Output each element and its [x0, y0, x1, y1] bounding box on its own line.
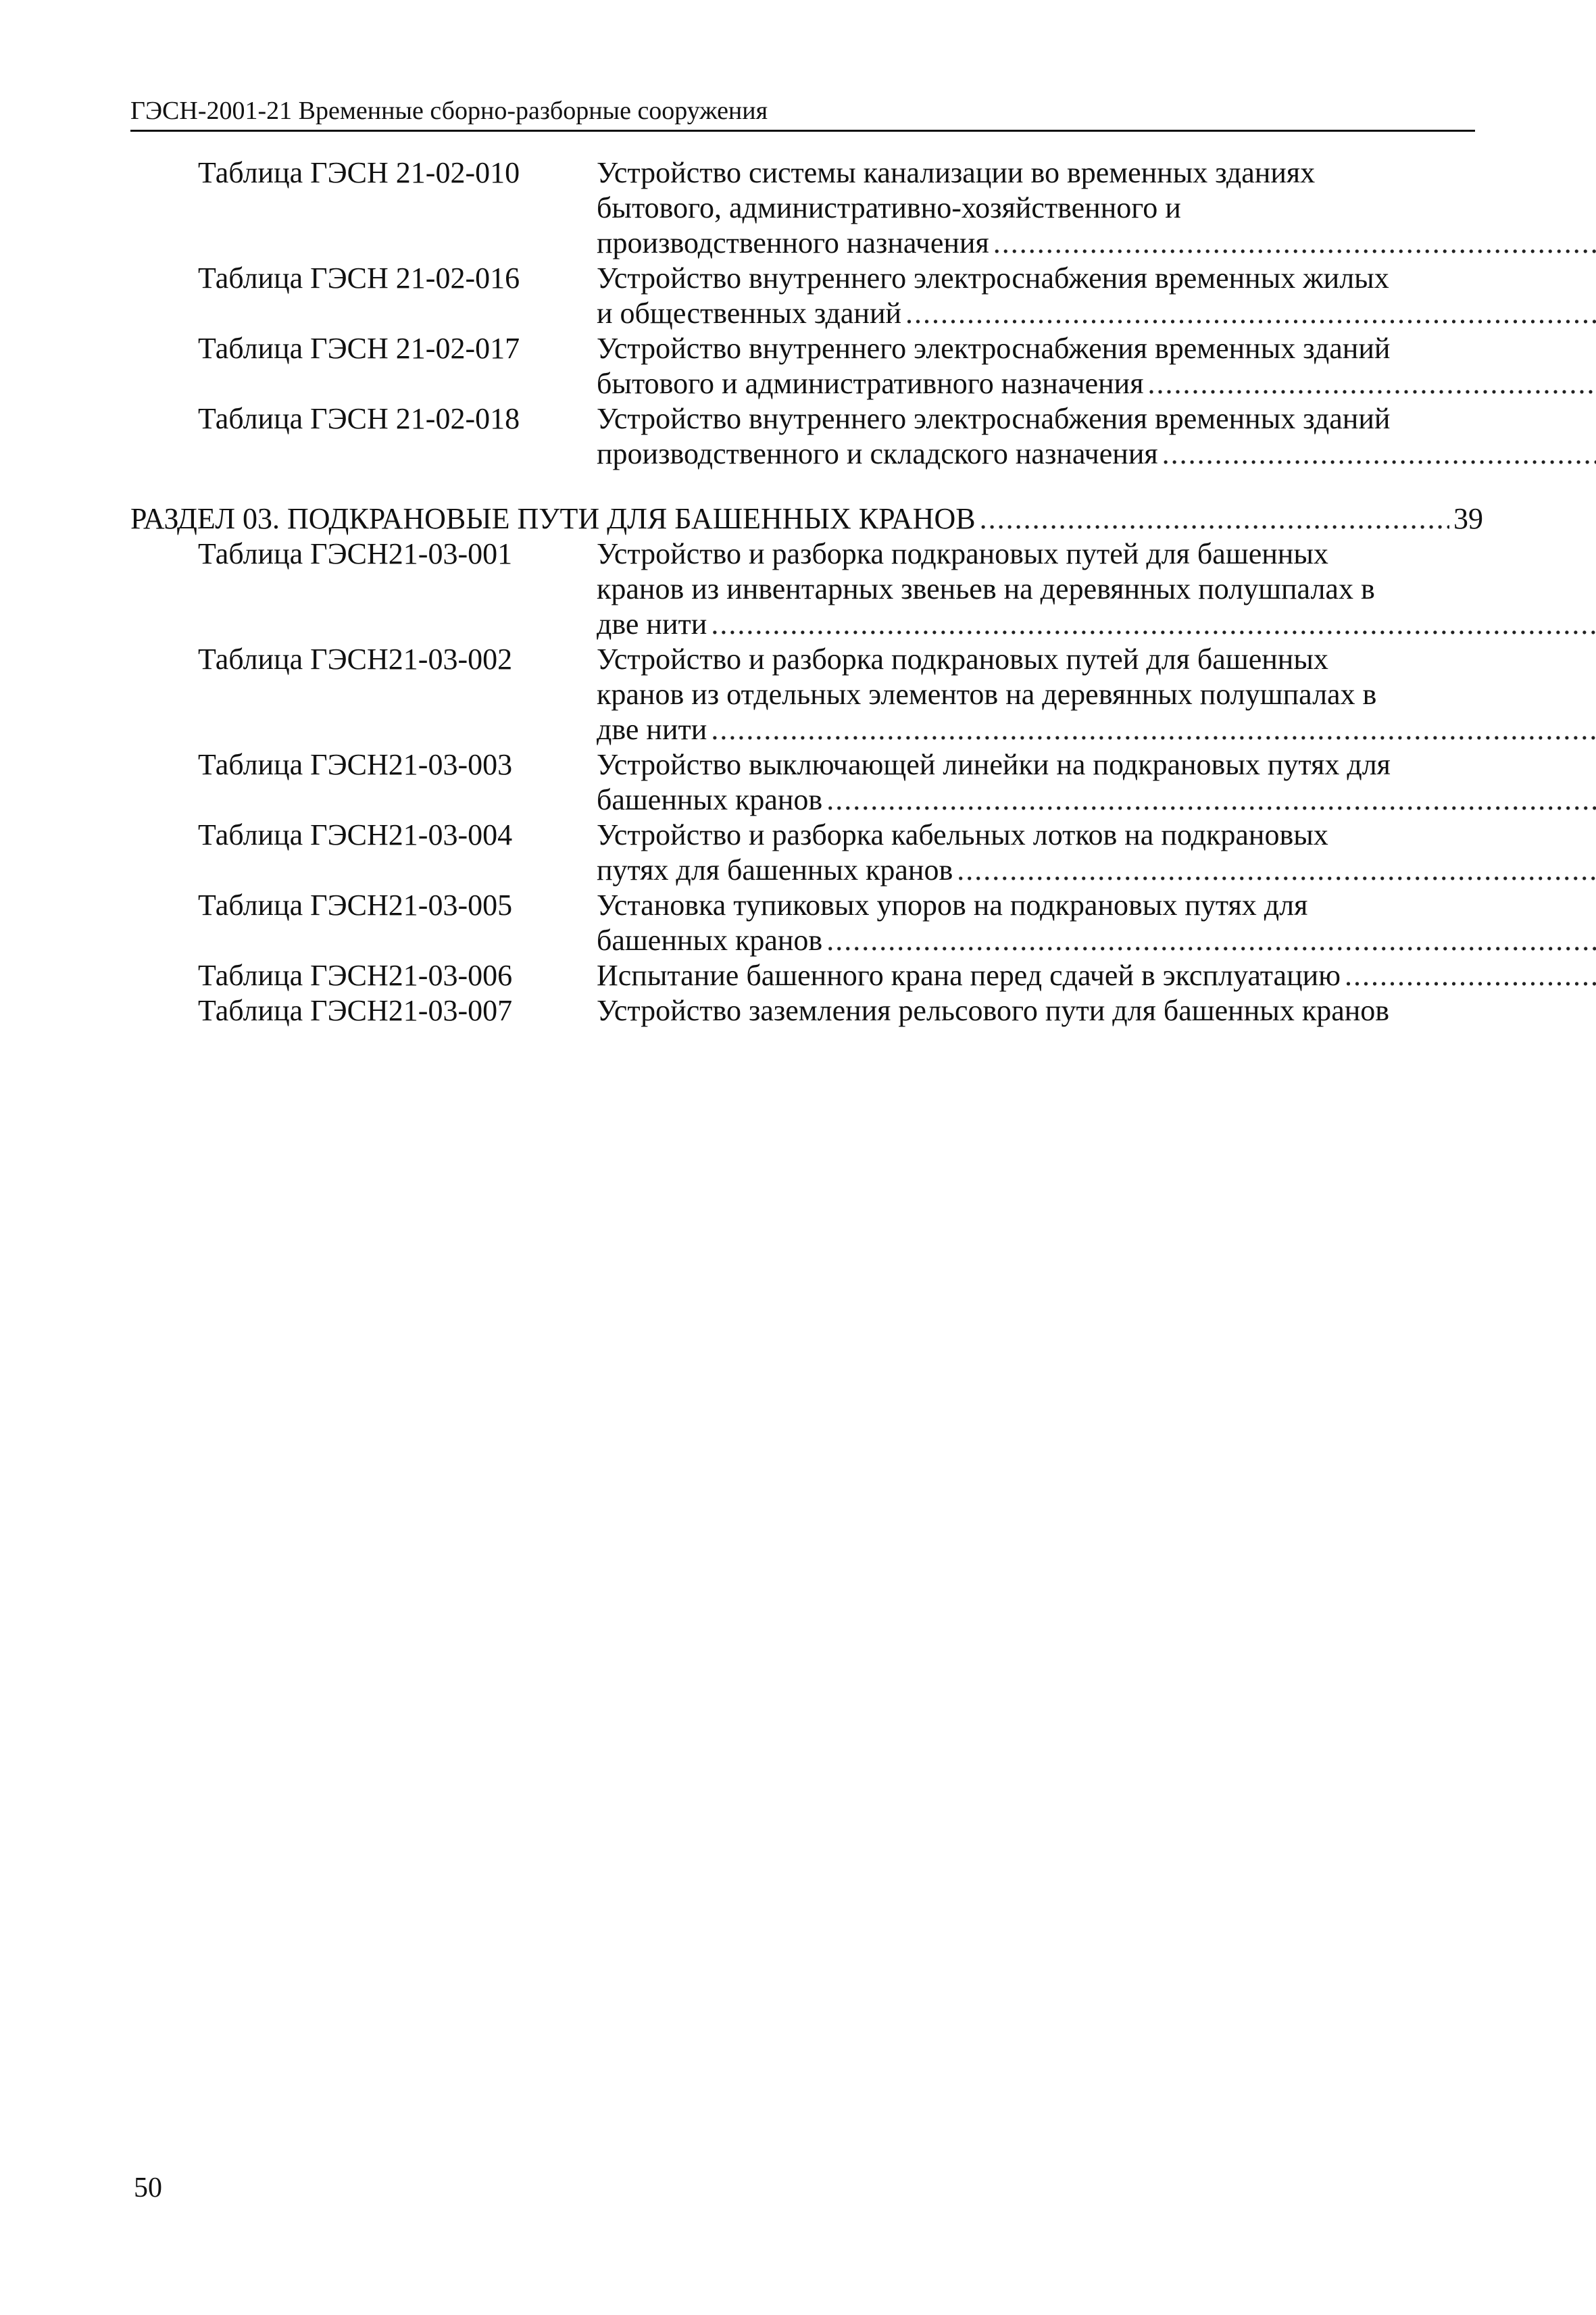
- toc-entry-line: бытового, административно-хозяйственного и: [597, 191, 1181, 224]
- toc-entry-line: Устройство внутреннего электроснабжения временных зданий: [597, 332, 1391, 365]
- section-title: РАЗДЕЛ 03. ПОДКРАНОВЫЕ ПУТИ ДЛЯ БАШЕННЫХ КРАНОВ: [130, 502, 976, 535]
- toc-entry-line: Устройство заземления рельсового пути для башенных кранов: [597, 994, 1390, 1027]
- toc-entry[interactable]: [130, 747, 1483, 818]
- toc-entry[interactable]: [130, 642, 1483, 747]
- toc-entry-description: [597, 747, 1596, 818]
- leader-dots: [1162, 437, 1596, 472]
- leader-dots: [957, 853, 1596, 888]
- toc-entry-line: Установка тупиковых упоров на подкрановых путях для: [597, 889, 1308, 922]
- toc-section-heading[interactable]: [130, 501, 1483, 537]
- toc-entry[interactable]: [130, 261, 1483, 331]
- toc-entry-line: Устройство внутреннего электроснабжения временных зданий: [597, 402, 1391, 435]
- toc-entry[interactable]: [130, 818, 1483, 888]
- toc-entry[interactable]: [130, 537, 1483, 642]
- leader-dots: [905, 296, 1596, 331]
- toc-entry-description: [597, 993, 1596, 1028]
- leader-dots: [1345, 958, 1596, 993]
- leader-dots: [980, 501, 1449, 537]
- toc-entry[interactable]: [130, 401, 1483, 472]
- toc-entry[interactable]: [130, 888, 1483, 958]
- toc-entry-code: Таблица ГЭСН 21-02-018: [198, 402, 520, 435]
- toc-entry-line: бытового и административного назначения: [597, 367, 1144, 400]
- toc-entry-line: производственного и складского назначения: [597, 437, 1158, 470]
- toc-entry[interactable]: [130, 993, 1483, 1028]
- toc-group-section-03: [130, 537, 1483, 1028]
- toc-entry-code: Таблица ГЭСН21-03-004: [198, 818, 513, 851]
- toc-entry[interactable]: [130, 331, 1483, 401]
- toc-entry-code: Таблица ГЭСН21-03-006: [198, 959, 513, 992]
- toc-entry-code: Таблица ГЭСН 21-02-016: [198, 262, 520, 295]
- toc-entry-line: Устройство выключающей линейки на подкрановых путях для: [597, 748, 1391, 781]
- toc-entry-code: Таблица ГЭСН 21-02-017: [198, 332, 520, 365]
- page-number: 50: [134, 2172, 162, 2204]
- toc-entry-description: [597, 331, 1596, 401]
- leader-dots: [826, 782, 1596, 818]
- toc-entry-line: Устройство и разборка подкрановых путей для башенных: [597, 643, 1328, 676]
- toc-entry[interactable]: [130, 958, 1483, 993]
- toc-entry-line: путях для башенных кранов: [597, 853, 953, 887]
- toc-group-section-02: [130, 155, 1483, 472]
- toc-entry-line: Устройство и разборка подкрановых путей для башенных: [597, 537, 1328, 570]
- toc-entry-line: башенных кранов: [597, 783, 823, 816]
- toc-entry-line: башенных кранов: [597, 924, 823, 957]
- toc-entry-description: [597, 642, 1596, 747]
- toc-entry-code: Таблица ГЭСН21-03-001: [198, 537, 513, 570]
- running-header: ГЭСН-2001-21 Временные сборно-разборные сооружения: [130, 93, 1475, 132]
- toc-entry-description: [597, 401, 1596, 472]
- toc-entry-description: [597, 818, 1596, 888]
- toc-entry-description: [597, 261, 1596, 331]
- toc-entry-code: Таблица ГЭСН21-03-007: [198, 994, 513, 1027]
- toc-entry-description: [597, 888, 1596, 958]
- toc-entry-description: [597, 155, 1596, 261]
- leader-dots: [711, 607, 1596, 642]
- leader-dots: [826, 923, 1596, 958]
- toc-entry-code: Таблица ГЭСН21-03-002: [198, 643, 513, 676]
- toc-entry-line: кранов из инвентарных звеньев на деревянных полушпалах в: [597, 572, 1375, 605]
- toc-entry-description: [597, 537, 1596, 642]
- section-page-number: 39: [1453, 502, 1483, 535]
- table-of-contents: [130, 155, 1483, 1028]
- toc-entry-line: Устройство внутреннего электроснабжения временных жилых: [597, 262, 1389, 295]
- toc-entry-line: Устройство и разборка кабельных лотков на подкрановых: [597, 818, 1328, 851]
- toc-entry-code: Таблица ГЭСН21-03-003: [198, 748, 513, 781]
- toc-entry-line: Испытание башенного крана перед сдачей в эксплуатацию: [597, 959, 1341, 992]
- toc-entry-line: кранов из отдельных элементов на деревянных полушпалах в: [597, 678, 1377, 711]
- toc-entry[interactable]: [130, 155, 1483, 261]
- toc-entry-line: и общественных зданий: [597, 297, 902, 330]
- toc-entry-line: Устройство системы канализации во временных зданиях: [597, 156, 1316, 189]
- toc-entry-line: производственного назначения: [597, 226, 989, 259]
- leader-dots: [711, 712, 1596, 747]
- leader-dots: [1147, 366, 1596, 401]
- toc-entry-code: Таблица ГЭСН 21-02-010: [198, 156, 520, 189]
- toc-entry-line: две нити: [597, 713, 707, 746]
- toc-entry-description: [597, 958, 1596, 993]
- toc-entry-code: Таблица ГЭСН21-03-005: [198, 889, 513, 922]
- toc-entry-line: две нити: [597, 607, 707, 641]
- leader-dots: [993, 226, 1596, 261]
